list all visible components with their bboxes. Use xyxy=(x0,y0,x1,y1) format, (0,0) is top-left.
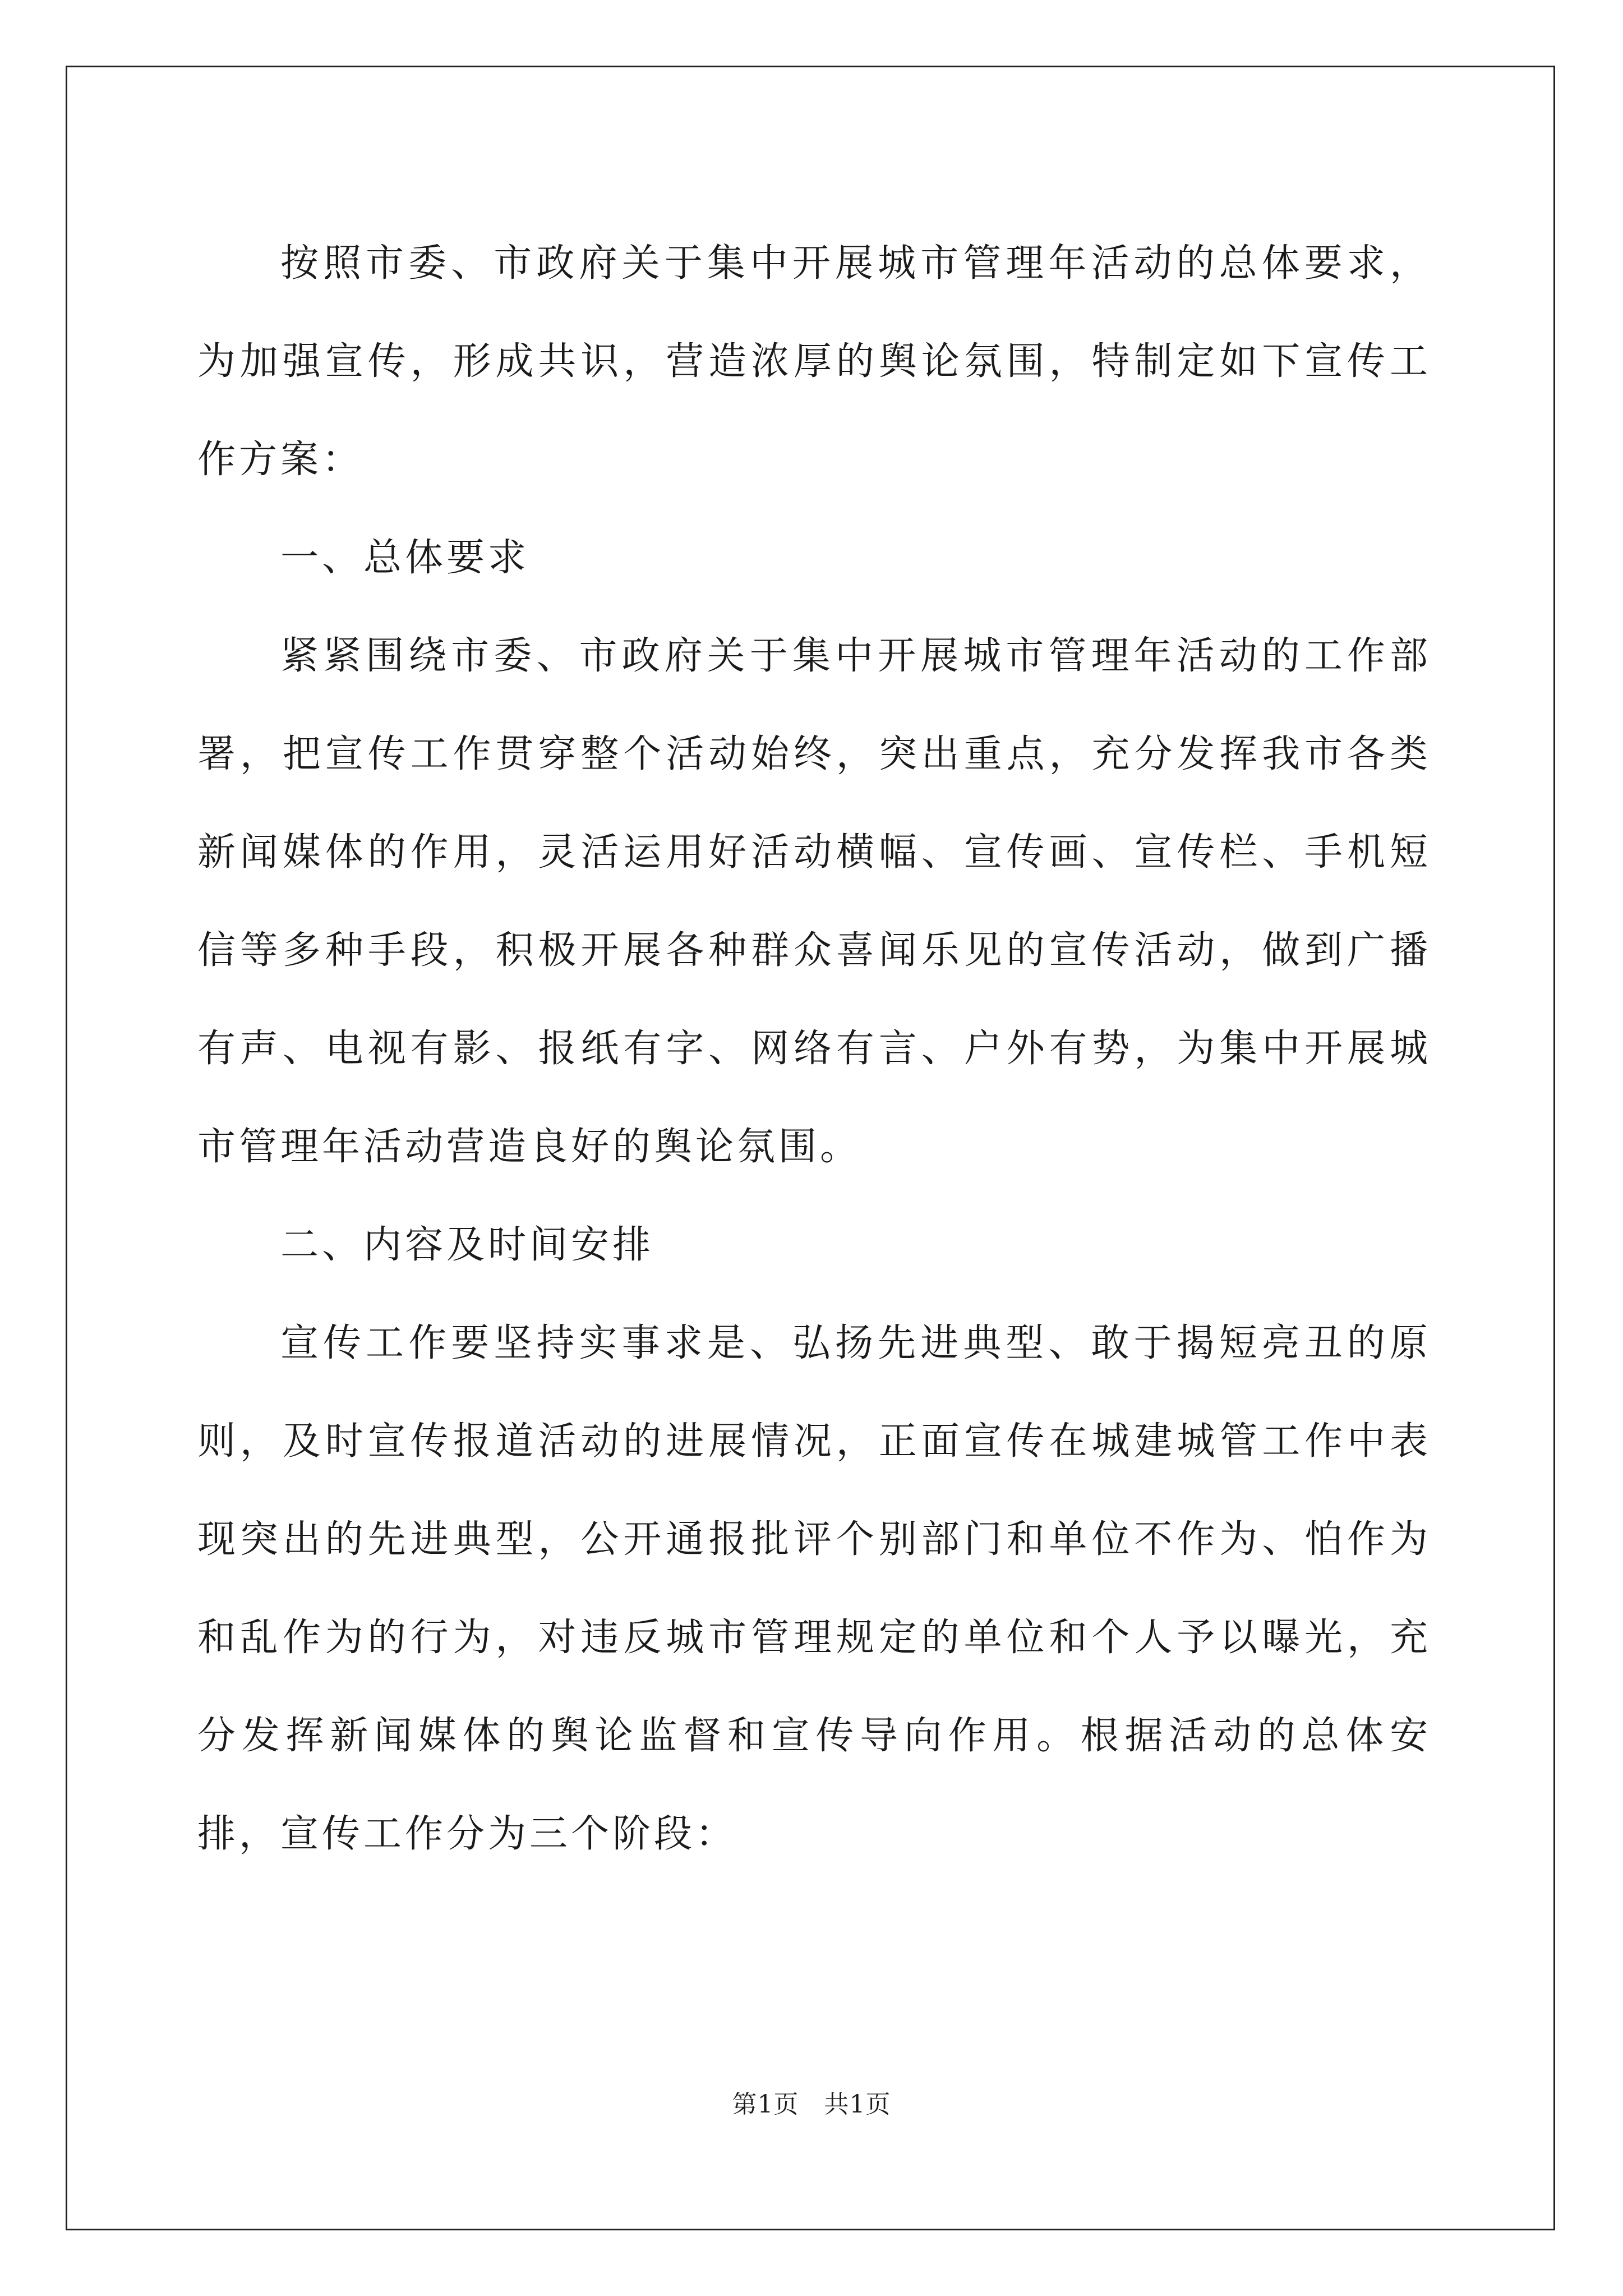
section-2-paragraph: 宣传工作要坚持实事求是、弘扬先进典型、敢于揭短亮丑的原则，及时宣传报道活动的进展情况，正面宣传在城建城管工作中表现突出的先进典型，公开通报批评个别部门和单位不作为、怕作为和乱作为的行为，对违反城市管理规定的单位和个人予以曝光，充分发挥新闻媒体的舆论监督和宣传导向作用。根据活动的总体安排，宣传工作分为三个阶段： xyxy=(197,1321,1431,1856)
page-number: 第1页 xyxy=(732,2090,799,2119)
section-heading-2: 二、内容及时间安排 xyxy=(280,1223,654,1267)
section-1-paragraph: 紧紧围绕市委、市政府关于集中开展城市管理年活动的工作部署，把宣传工作贯穿整个活动始终，突出重点，充分发挥我市各类新闻媒体的作用，灵活运用好活动横幅、宣传画、宣传栏、手机短信等多种手段，积极开展各种群众喜闻乐见的宣传活动，做到广播有声、电视有影、报纸有字、网络有言、户外有势，为集中开展城市管理年活动营造良好的舆论氛围。 xyxy=(197,634,1431,1169)
intro-paragraph: 按照市委、市政府关于集中开展城市管理年活动的总体要求，为加强宣传，形成共识，营造浓厚的舆论氛围，特制定如下宣传工作方案： xyxy=(197,241,1431,482)
page-footer xyxy=(0,2084,1623,2120)
page-total: 共1页 xyxy=(824,2090,891,2119)
section-heading-1: 一、总体要求 xyxy=(280,536,530,580)
document-body xyxy=(197,214,1431,1883)
